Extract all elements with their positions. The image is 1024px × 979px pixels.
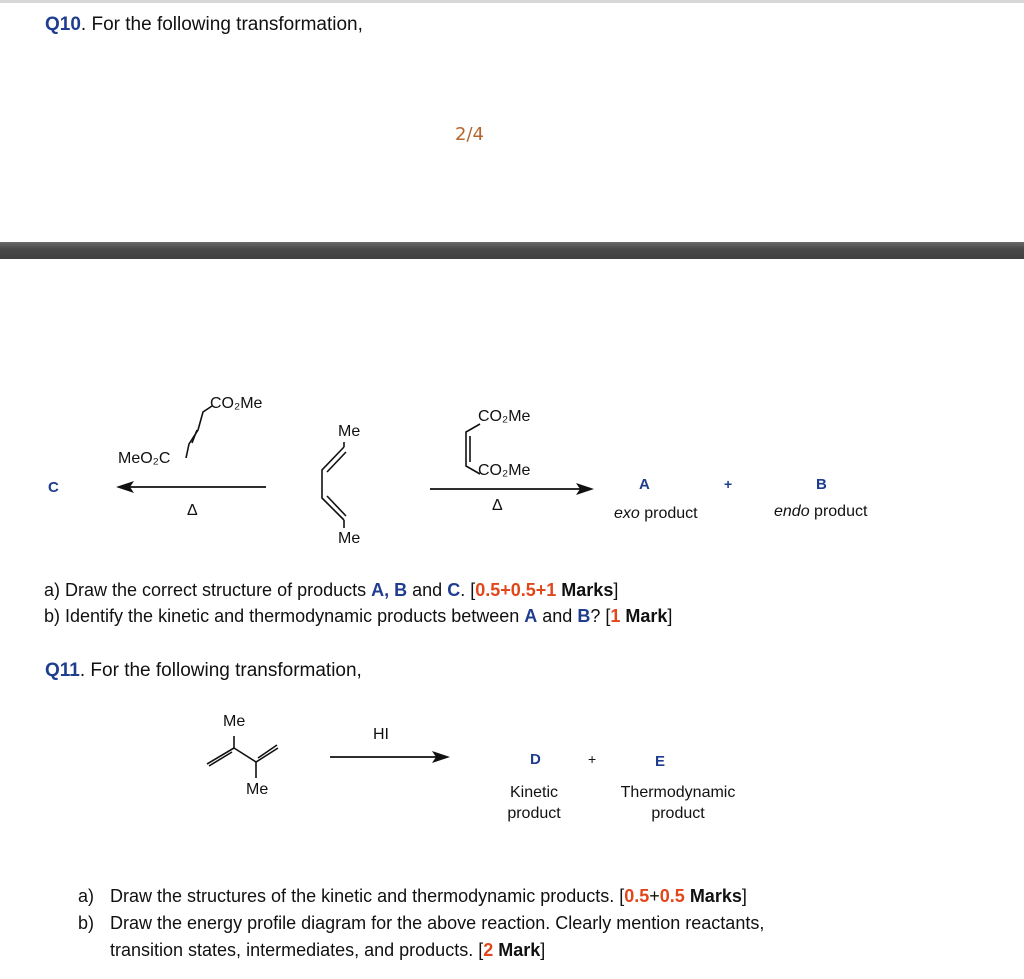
q11-part-b [78, 913, 94, 934]
ester-left-label: MeO₂C [118, 450, 171, 467]
thermo-line-2: product [651, 805, 705, 822]
q10-number: Q10 [45, 14, 81, 35]
q10-part-a [44, 580, 618, 601]
q10-b-marks-value: 1 [610, 606, 621, 626]
ester-top-label: CO₂Me [210, 395, 263, 412]
q10-b-B: B [577, 606, 591, 626]
kinetic-product-label [496, 782, 572, 824]
q10-b-close: ] [667, 606, 673, 626]
q11-number: Q11 [45, 660, 80, 681]
q11-plus: + [588, 751, 597, 767]
q11-a-label: a) [78, 886, 95, 906]
kinetic-line-2: product [507, 805, 561, 822]
q10-a-A: A [371, 580, 385, 600]
q10-a-dot: . [ [460, 580, 476, 600]
q10-a-comma: , [384, 580, 395, 600]
endo-rest: product [809, 503, 868, 520]
thermodynamic-product-label [606, 782, 750, 824]
q11-b-value: 2 [483, 940, 494, 960]
q11-a-plus: + [649, 886, 660, 906]
product-a-label: A [639, 476, 650, 493]
q10-a-B: B [394, 580, 408, 600]
ester-double-bond [192, 430, 197, 443]
product-e-label: E [655, 753, 666, 770]
exo-product-label [614, 505, 698, 523]
q11-right-chain [234, 748, 278, 762]
diene-me-top: Me [338, 423, 361, 440]
q10-b-q: ? [ [590, 606, 611, 626]
ester-chain [186, 406, 212, 458]
q11-left-double [209, 752, 232, 766]
q11-a-text: Draw the structures of the kinetic and thermodynamic products. [ [110, 886, 625, 906]
q11-b-line2-text: transition states, intermediates, and products. [ [110, 940, 484, 960]
q11-title-text: . For the following transformation, [79, 660, 362, 681]
dienophile-top: CO₂Me [478, 408, 531, 425]
q10-a-and: and [407, 580, 448, 600]
q11-me-top: Me [223, 713, 246, 730]
q10-a-close: ] [613, 580, 619, 600]
q10-b-prefix: b) Identify the kinetic and thermodynamic products between [44, 606, 525, 626]
q10-a-prefix: a) Draw the correct structure of products [44, 580, 372, 600]
q10-b-A: A [524, 606, 538, 626]
q11-b-marks-word: Mark [493, 940, 541, 960]
q10-part-b [44, 606, 672, 627]
kinetic-line-1: Kinetic [509, 784, 559, 801]
q11-part-b-line1: Draw the energy profile diagram for the above reaction. Clearly mention reactants, [110, 913, 765, 933]
q11-a-v1: 0.5 [624, 886, 650, 906]
endo-italic: endo [774, 503, 810, 520]
q10-b-marks-word: Mark [620, 606, 668, 626]
q11-b-close: ] [540, 940, 546, 960]
endo-product-label [774, 503, 867, 521]
delta-right: Δ [492, 497, 503, 514]
q10-title-text: . For the following transformation, [80, 14, 363, 35]
q11-right-double [258, 745, 277, 758]
product-d-label: D [530, 751, 541, 768]
q10-b-and: and [537, 606, 578, 626]
q11-a-marks-word: Marks [684, 886, 742, 906]
q11-a-v2: 0.5 [659, 886, 685, 906]
q11-part-a-text [110, 886, 747, 907]
product-c-label: C [48, 479, 59, 496]
q11-title [45, 660, 362, 682]
diene-me-bottom: Me [338, 530, 361, 547]
q11-part-a [78, 886, 94, 907]
q10-a-marks-word: Marks [556, 580, 614, 600]
dienophile-bottom: CO₂Me [478, 462, 531, 479]
exo-rest: product [639, 505, 698, 522]
q11-reagent: HI [373, 726, 389, 743]
q10-a-marks-value: 0.5+0.5+1 [475, 580, 557, 600]
q11-a-close: ] [741, 886, 747, 906]
exo-italic: exo [614, 505, 640, 522]
q11-me-bottom: Me [246, 781, 269, 798]
q11-b-label: b) [78, 913, 95, 933]
product-b-label: B [816, 476, 827, 493]
page-indicator: 2/4 [455, 124, 484, 145]
plus-sign: + [724, 476, 733, 492]
thermo-line-1: Thermodynamic [620, 784, 736, 801]
q10-a-C: C [447, 580, 461, 600]
q11-part-b-line2 [110, 940, 545, 961]
delta-left: Δ [187, 502, 198, 519]
